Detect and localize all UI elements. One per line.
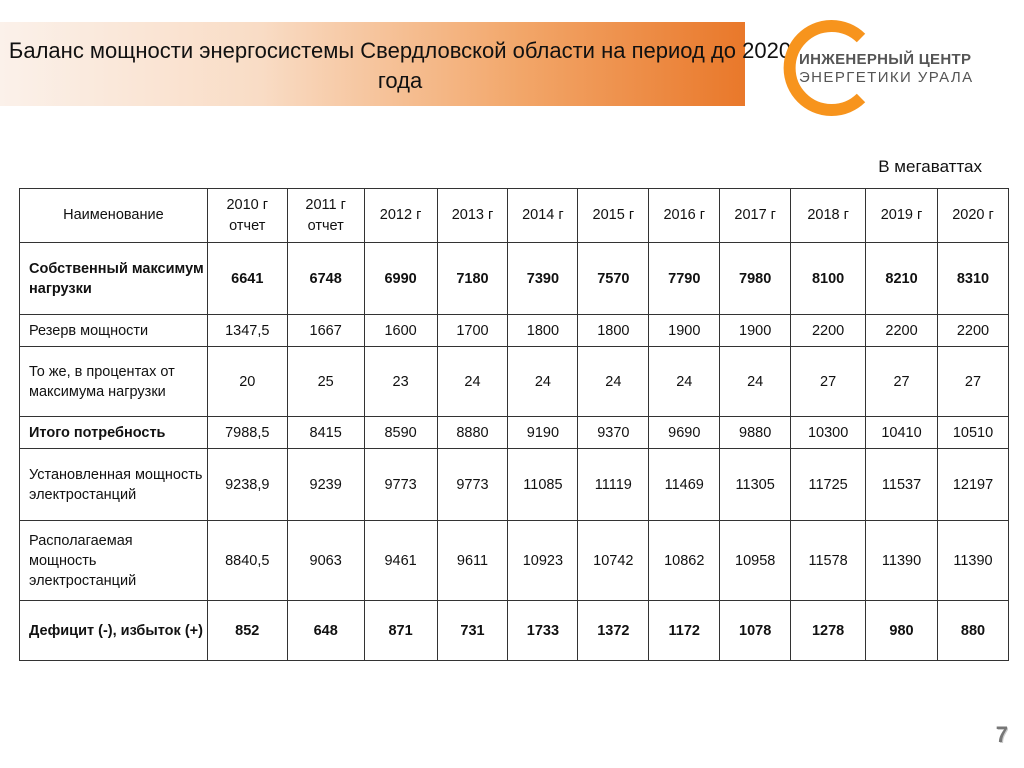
row-label: Дефицит (-), избыток (+) (20, 601, 208, 661)
table-cell: 1900 (720, 315, 791, 347)
column-header-year: 2013 г (437, 189, 508, 243)
table-cell: 11537 (866, 449, 938, 521)
table-cell: 9611 (437, 521, 508, 601)
table-cell: 9880 (720, 417, 791, 449)
table-row (20, 601, 1009, 661)
row-label: Резерв мощности (20, 315, 208, 347)
table-cell: 648 (287, 601, 364, 661)
table-cell: 871 (364, 601, 437, 661)
row-label: Располагаемая мощность электростанций (20, 521, 208, 601)
column-header-year: 2012 г (364, 189, 437, 243)
table-cell: 8415 (287, 417, 364, 449)
row-label: То же, в процентах от максимума нагрузки (20, 347, 208, 417)
table-cell: 9190 (508, 417, 578, 449)
table-cell: 7390 (508, 243, 578, 315)
logo-text-line1: ИНЖЕНЕРНЫЙ ЦЕНТР (799, 51, 972, 68)
column-header-year: 2014 г (508, 189, 578, 243)
table-cell: 980 (866, 601, 938, 661)
table-cell: 1800 (578, 315, 649, 347)
table-cell: 8840,5 (207, 521, 287, 601)
power-balance-table (19, 188, 1009, 661)
table-cell: 11085 (508, 449, 578, 521)
company-logo (775, 18, 1005, 118)
table-cell: 11390 (937, 521, 1008, 601)
table-cell: 20 (207, 347, 287, 417)
table-cell: 6990 (364, 243, 437, 315)
logo-text-line2: ЭНЕРГЕТИКИ УРАЛА (799, 69, 974, 86)
table-cell: 1078 (720, 601, 791, 661)
table-cell: 1700 (437, 315, 508, 347)
table-cell: 9773 (437, 449, 508, 521)
table-cell: 2200 (937, 315, 1008, 347)
table-cell: 1900 (649, 315, 720, 347)
table-cell: 11725 (791, 449, 866, 521)
column-header-name: Наименование (20, 189, 208, 243)
table-cell: 1800 (508, 315, 578, 347)
table-cell: 1278 (791, 601, 866, 661)
column-header-year: 2018 г (791, 189, 866, 243)
table-row (20, 417, 1009, 449)
table-cell: 880 (937, 601, 1008, 661)
table-cell: 8590 (364, 417, 437, 449)
column-header-year: 2019 г (866, 189, 938, 243)
table-cell: 1733 (508, 601, 578, 661)
table-cell: 11578 (791, 521, 866, 601)
table-cell: 10742 (578, 521, 649, 601)
table-cell: 27 (866, 347, 938, 417)
table-cell: 10410 (866, 417, 938, 449)
table-cell: 11119 (578, 449, 649, 521)
table-cell: 8210 (866, 243, 938, 315)
table-cell: 9238,9 (207, 449, 287, 521)
table-cell: 8880 (437, 417, 508, 449)
table-cell: 7790 (649, 243, 720, 315)
table-cell: 2200 (866, 315, 938, 347)
table-cell: 25 (287, 347, 364, 417)
row-label: Установленная мощность электростанций (20, 449, 208, 521)
table-cell: 7180 (437, 243, 508, 315)
table-cell: 7980 (720, 243, 791, 315)
row-label: Собственный максимум нагрузки (20, 243, 208, 315)
column-header-year: 2011 г отчет (287, 189, 364, 243)
table-cell: 9690 (649, 417, 720, 449)
table-cell: 7570 (578, 243, 649, 315)
table-cell: 10923 (508, 521, 578, 601)
table-cell: 2200 (791, 315, 866, 347)
table-cell: 9063 (287, 521, 364, 601)
row-label: Итого потребность (20, 417, 208, 449)
table-cell: 9461 (364, 521, 437, 601)
table-cell: 8100 (791, 243, 866, 315)
table-cell: 1172 (649, 601, 720, 661)
table-cell: 24 (720, 347, 791, 417)
column-header-year: 2017 г (720, 189, 791, 243)
table-cell: 9773 (364, 449, 437, 521)
table-cell: 11469 (649, 449, 720, 521)
slide-title: Баланс мощности энергосистемы Свердловской области на период до 2020 года (8, 38, 792, 93)
table-cell: 23 (364, 347, 437, 417)
column-header-year: 2015 г (578, 189, 649, 243)
table-cell: 852 (207, 601, 287, 661)
table-row (20, 347, 1009, 417)
table-cell: 1347,5 (207, 315, 287, 347)
column-header-year: 2016 г (649, 189, 720, 243)
table-cell: 9239 (287, 449, 364, 521)
table-row (20, 243, 1009, 315)
table-cell: 1372 (578, 601, 649, 661)
table-cell: 24 (649, 347, 720, 417)
table-cell: 9370 (578, 417, 649, 449)
table-cell: 11305 (720, 449, 791, 521)
logo-ring-icon (775, 18, 875, 118)
table-cell: 6748 (287, 243, 364, 315)
page-number: 7 (995, 722, 1008, 747)
table-cell: 10862 (649, 521, 720, 601)
column-header-year: 2010 г отчет (207, 189, 287, 243)
table-header-row (20, 189, 1009, 243)
table-cell: 12197 (937, 449, 1008, 521)
table-cell: 27 (791, 347, 866, 417)
table-cell: 24 (437, 347, 508, 417)
table-cell: 10510 (937, 417, 1008, 449)
table-cell: 24 (578, 347, 649, 417)
table-cell: 1667 (287, 315, 364, 347)
table-cell: 1600 (364, 315, 437, 347)
table-cell: 731 (437, 601, 508, 661)
table-row (20, 521, 1009, 601)
table-cell: 8310 (937, 243, 1008, 315)
column-header-year: 2020 г (937, 189, 1008, 243)
table-cell: 10300 (791, 417, 866, 449)
table-cell: 10958 (720, 521, 791, 601)
table-row (20, 315, 1009, 347)
table-cell: 24 (508, 347, 578, 417)
table-cell: 11390 (866, 521, 938, 601)
table-cell: 6641 (207, 243, 287, 315)
table-cell: 7988,5 (207, 417, 287, 449)
units-label: В мегаваттах (878, 157, 982, 176)
table-row (20, 449, 1009, 521)
table-cell: 27 (937, 347, 1008, 417)
